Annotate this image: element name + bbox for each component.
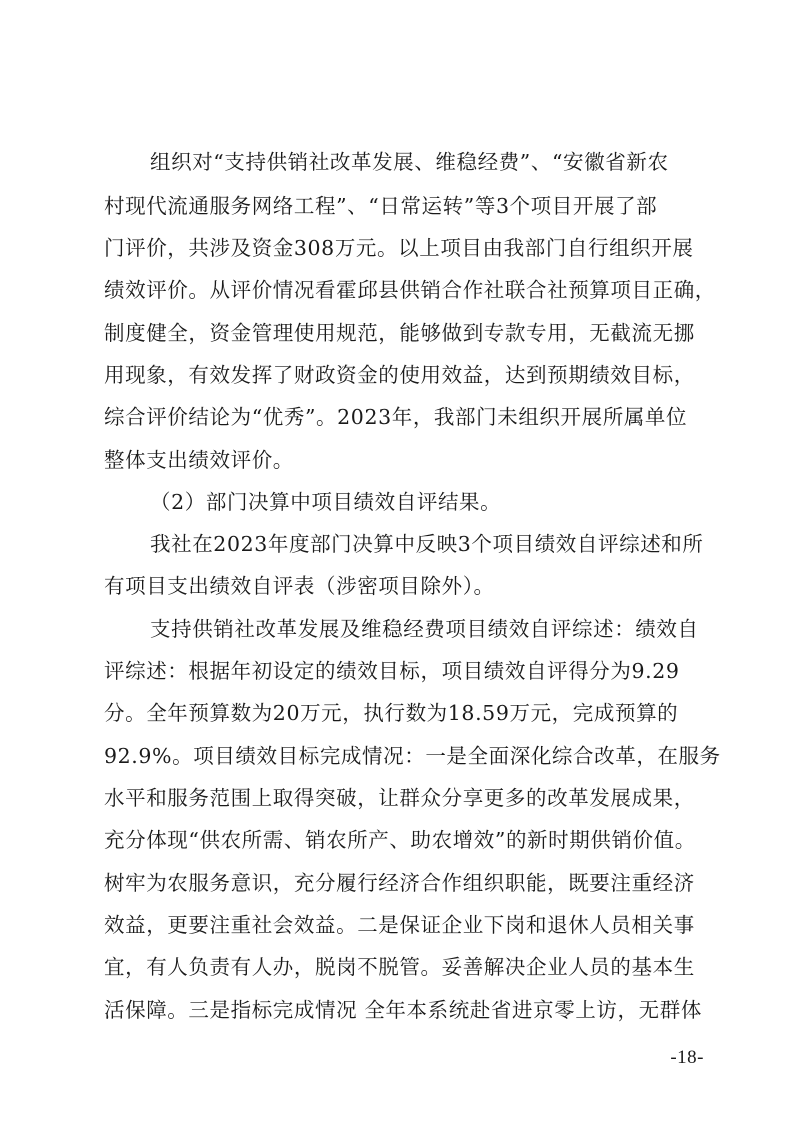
body-text-line: 树牢为农服务意识，充分履行经济合作组织职能，既要注重经济	[104, 871, 695, 895]
page-number: -18-	[670, 1047, 704, 1068]
body-text-line: 村现代流通服务网络工程”、“日常运转”等3个项目开展了部	[104, 194, 658, 218]
body-text-line: 绩效评价。从评价情况看霍邱县供销合作社联合社预算项目正确，	[104, 278, 716, 302]
body-text-line: 综合评价结论为“优秀”。2023年，我部门未组织开展所属单位	[104, 405, 688, 429]
body-text-line: 制度健全，资金管理使用规范，能够做到专款专用，无截流无挪	[104, 321, 695, 345]
body-text-line: 宜，有人负责有人办，脱岗不脱管。妥善解决企业人员的基本生	[104, 955, 695, 979]
body-text-line: 组织对“支持供销社改革发展、维稳经费”、“安徽省新农	[150, 150, 669, 174]
body-text-line: 效益，更要注重社会效益。二是保证企业下岗和退休人员相关事	[104, 913, 695, 937]
body-text-line: 活保障。三是指标完成情况 全年本系统赴省进京零上访，无群体	[104, 998, 702, 1022]
body-text-line: 我社在2023年度部门决算中反映3个项目绩效自评综述和所	[150, 532, 704, 556]
body-text-line: 分。全年预算数为20万元，执行数为18.59万元，完成预算的	[104, 701, 679, 725]
body-text-line: 支持供销社改革发展及维稳经费项目绩效自评综述：绩效自	[150, 617, 699, 641]
body-text-line: 评综述：根据年初设定的绩效目标，项目绩效自评得分为9.29	[104, 659, 680, 683]
body-text-line: 92.9%。项目绩效目标完成情况：一是全面深化综合改革，在服务	[104, 744, 721, 768]
section-heading: （2）部门决算中项目绩效自评结果。	[150, 490, 502, 514]
body-text-line: 整体支出绩效评价。	[104, 448, 294, 472]
body-text-line: 有项目支出绩效自评表（涉密项目除外）。	[104, 574, 495, 598]
body-text-line: 充分体现“供农所需、销农所产、助农增效”的新时期供销价值。	[104, 828, 696, 852]
body-text-line: 门评价，共涉及资金308万元。以上项目由我部门自行组织开展	[104, 236, 694, 260]
body-text-line: 水平和服务范围上取得突破，让群众分享更多的改革发展成果，	[104, 786, 695, 810]
body-text-line: 用现象，有效发挥了财政资金的使用效益，达到预期绩效目标，	[104, 363, 695, 387]
